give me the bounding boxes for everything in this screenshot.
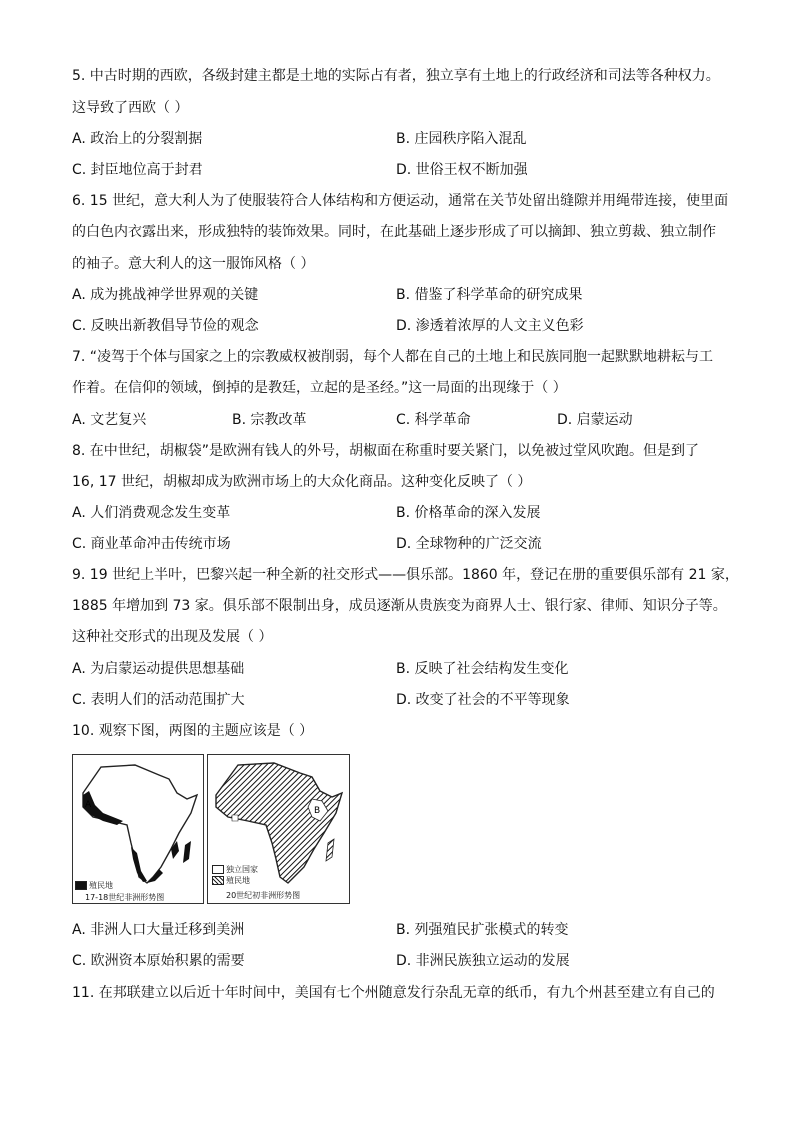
- q6-stem-line-2: 的白色内衣露出来，形成独特的装饰效果。同时，在此基础上逐步形成了可以摘卸、独立剪裁、独立制作: [72, 224, 716, 240]
- q9-stem-line-2: 1885 年增加到 73 家。俱乐部不限制出身，成员逐渐从贵族变为商界人士、银行家、律师、知识分子等。: [72, 598, 727, 614]
- map1-legend-colony: [75, 881, 113, 891]
- q7-stem-line-1: 7. “凌驾于个体与国家之上的宗教威权被削弱，每个人都在自己的土地上和民族同胞一起默默地耕耘与工: [72, 349, 714, 365]
- q6-option-d: D. 渗透着浓厚的人文主义色彩: [396, 318, 584, 334]
- map1-legend-colony-label: 殖民地: [89, 881, 113, 890]
- map2-point-label: B: [314, 806, 321, 816]
- map2-legend-colony-label: 殖民地: [226, 876, 250, 885]
- q6-option-c: C. 反映出新教倡导节俭的观念: [72, 318, 259, 334]
- independent-state-liberia: [232, 815, 238, 821]
- q9-option-c: C. 表明人们的活动范围扩大: [72, 692, 245, 708]
- q10-stem-line-1: 10. 观察下图，两图的主题应该是（ ）: [72, 723, 314, 739]
- legend-swatch-white: [212, 865, 224, 874]
- q8-option-b: B. 价格革命的深入发展: [396, 505, 541, 521]
- q9-option-b: B. 反映了社会结构发生变化: [396, 661, 569, 677]
- madagascar-colony-2: [326, 839, 334, 861]
- q11-stem-line-1: 11. 在邦联建立以后近十年时间中，美国有七个州随意发行杂乱无章的纸币，有九个州甚至建立有自己的: [72, 985, 715, 1001]
- q5-option-d: D. 世俗王权不断加强: [396, 162, 528, 178]
- q5-stem-line-1: 5. 中古时期的西欧，各级封建主都是土地的实际占有者，独立享有土地上的行政经济和司法等各种权力。: [72, 68, 720, 84]
- q5-option-b: B. 庄园秩序陷入混乱: [396, 131, 527, 147]
- q6-stem-line-3: 的袖子。意大利人的这一服饰风格（ ）: [72, 256, 315, 272]
- map2-legend-independent-label: 独立国家: [226, 865, 258, 874]
- q9-option-a: A. 为启蒙运动提供思想基础: [72, 661, 245, 677]
- map2-legend-colony: [212, 876, 250, 886]
- q8-option-d: D. 全球物种的广泛交流: [396, 536, 542, 552]
- q9-stem-line-1: 9. 19 世纪上半叶，巴黎兴起一种全新的社交形式——俱乐部。1860 年，登记在册的重要俱乐部有 21 家，: [72, 567, 739, 583]
- q7-option-c: C. 科学革命: [396, 412, 471, 428]
- q6-option-a: A. 成为挑战神学世界观的关键: [72, 287, 259, 303]
- madagascar-colony: [183, 841, 191, 863]
- q8-stem-line-2: 16, 17 世纪，胡椒却成为欧洲市场上的大众化商品。这种变化反映了（ ）: [72, 474, 532, 490]
- map-africa-17-18c: [72, 754, 204, 904]
- q5-option-c: C. 封臣地位高于封君: [72, 162, 203, 178]
- q10-option-d: D. 非洲民族独立运动的发展: [396, 953, 570, 969]
- q6-option-b: B. 借鉴了科学革命的研究成果: [396, 287, 583, 303]
- map1-caption: 17-18世纪非洲形势图: [85, 893, 165, 902]
- q10-option-c: C. 欧洲资本原始积累的需要: [72, 953, 245, 969]
- africa-map-1-svg: [73, 755, 203, 885]
- map2-caption: 20世纪初非洲形势图: [226, 891, 301, 900]
- africa-outline-1: [83, 765, 197, 883]
- q8-option-a: A. 人们消费观念发生变革: [72, 505, 231, 521]
- q5-stem-line-2: 这导致了西欧（ ）: [72, 100, 189, 116]
- q8-stem-line-1: 8. 在中世纪，胡椒袋”是欧洲有钱人的外号，胡椒面在称重时要关紧门，以免被过堂风吹跑。但是到了: [72, 443, 700, 459]
- q10-option-b: B. 列强殖民扩张模式的转变: [396, 922, 569, 938]
- map-africa-20c: [207, 754, 350, 904]
- q10-option-a: A. 非洲人口大量迁移到美洲: [72, 922, 245, 938]
- q9-stem-line-3: 这种社交形式的出现及发展（ ）: [72, 629, 273, 645]
- q9-option-d: D. 改变了社会的不平等现象: [396, 692, 570, 708]
- q5-option-a: A. 政治上的分裂割据: [72, 131, 203, 147]
- q7-option-d: D. 启蒙运动: [557, 412, 633, 428]
- q6-stem-line-1: 6. 15 世纪，意大利人为了使服装符合人体结构和方便运动，通常在关节处留出缝隙并用绳带连接，使里面: [72, 193, 729, 209]
- q7-option-a: A. 文艺复兴: [72, 412, 147, 428]
- map2-legend-independent: [212, 865, 258, 875]
- legend-swatch-black: [75, 881, 87, 890]
- map1-point-label: A: [85, 800, 92, 810]
- q7-option-b: B. 宗教改革: [232, 412, 307, 428]
- q8-option-c: C. 商业革命冲击传统市场: [72, 536, 231, 552]
- q7-stem-line-2: 作着。在信仰的领域，倒掉的是教廷，立起的是圣经。”这一局面的出现缘于（ ）: [72, 380, 567, 396]
- legend-swatch-hatch: [212, 876, 224, 885]
